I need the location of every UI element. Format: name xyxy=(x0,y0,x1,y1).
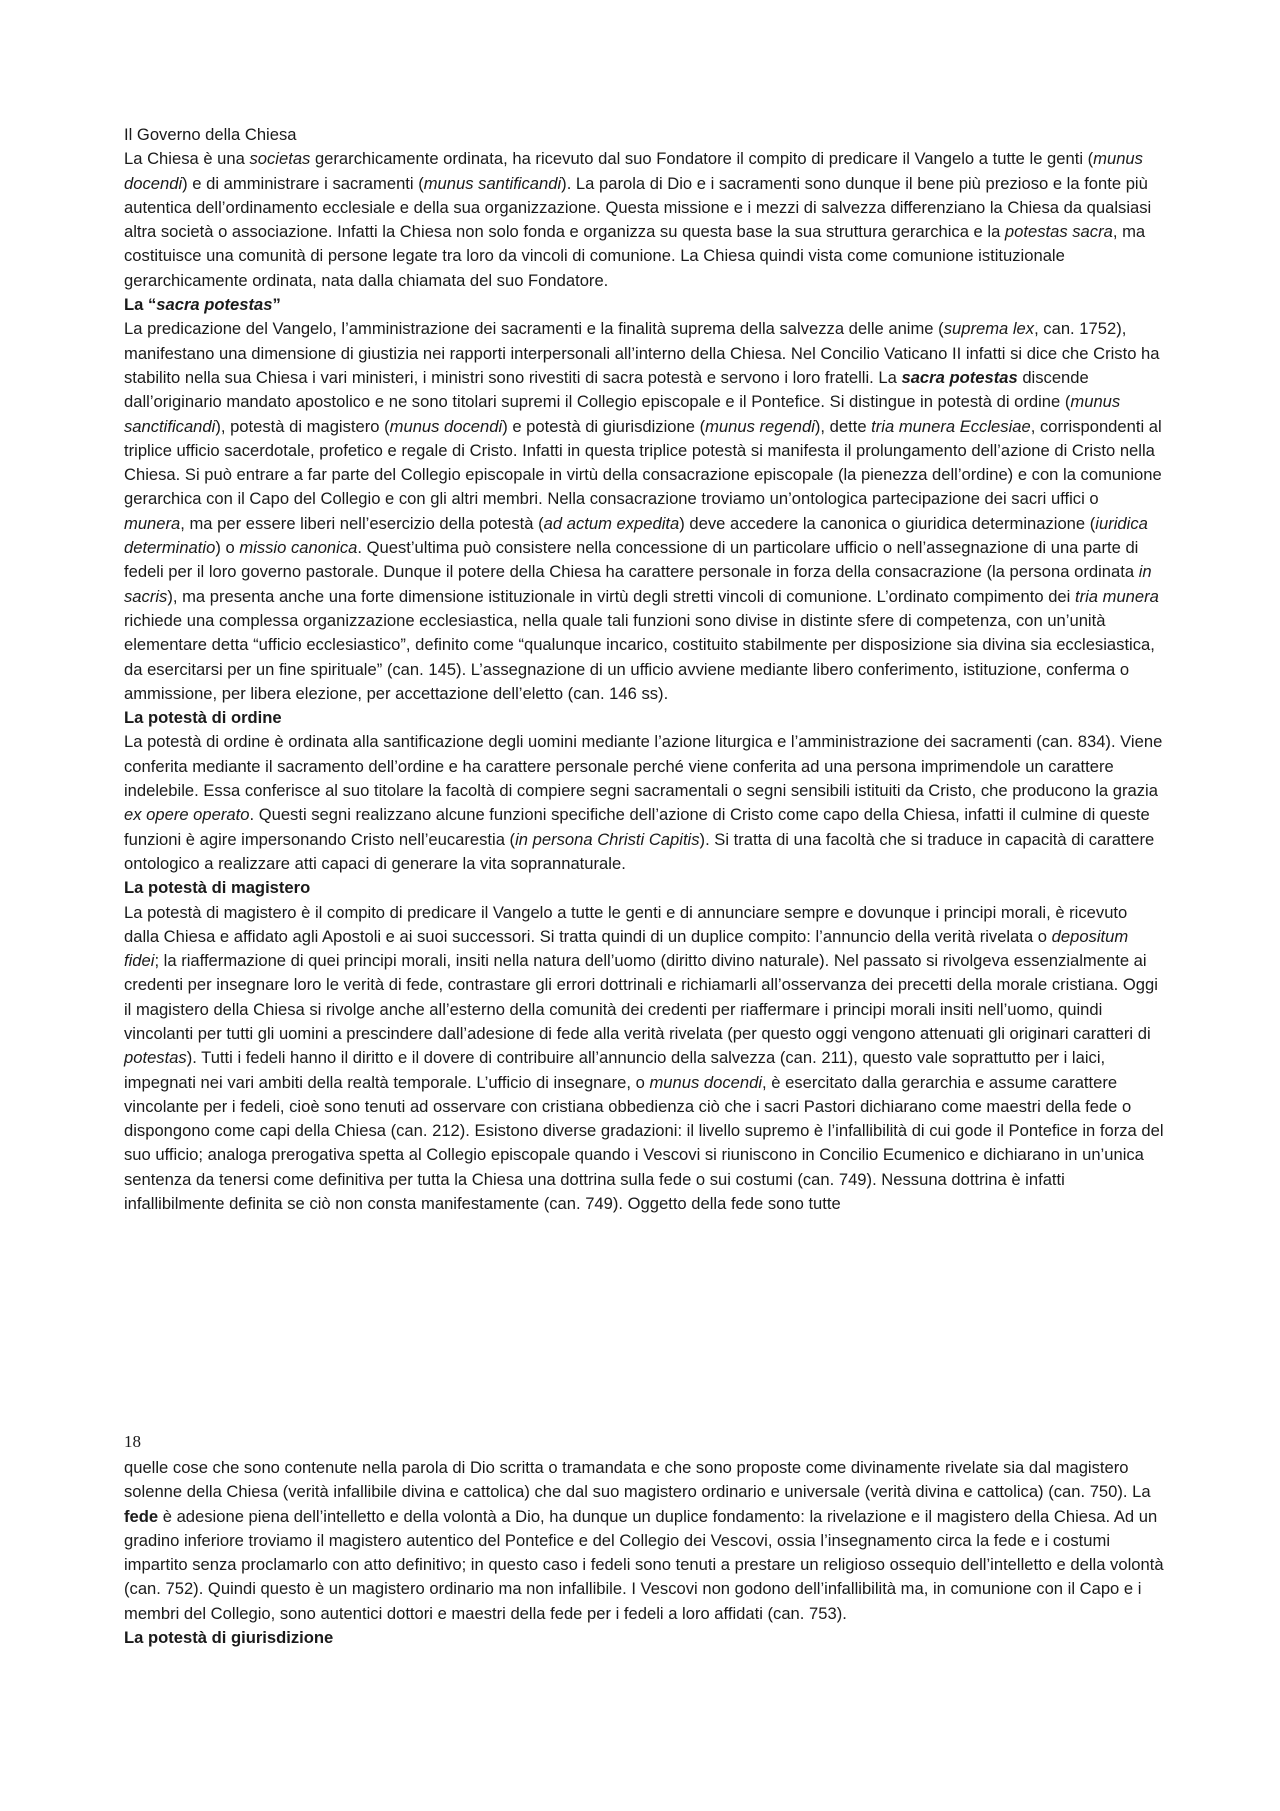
paragraph-magistero-continued: quelle cose che sono contenute nella parola di Dio scritta o tramandata e che sono proposte come divinamente rivelate sia dal magistero solenne della Chiesa (verità infallibile divina e cattolica) che dal suo magistero ordinario e universale (verità divina e cattolica) (can. 750). La fede è adesione piena dell’intelletto e della volontà a Dio, ha dunque un duplice fondamento: la rivelazione e il magistero della Chiesa. Ad un gradino inferiore troviamo il magistero autentico del Pontefice e del Collegio dei Vescovi, ossia l’insegnamento circa la fede e i costumi impartito senza proclamarlo con atto definitivo; in questo caso i fedeli sono tenuti a prestare un religioso ossequio dell’intelletto e della volontà (can. 752). Quindi questo è un magistero ordinario ma non infallibile. I Vescovi non godono dell’infallibilità ma, in comunione con il Capo e i membri del Collegio, sono autentici dottori e maestri della fede per i fedeli a loro affidati (can. 753). xyxy=(124,1458,1164,1623)
emphasis-run: sacra potestas xyxy=(156,295,273,315)
emphasis-run: societas xyxy=(249,149,311,169)
document-title: Il Governo della Chiesa xyxy=(124,125,297,144)
paragraph-potesta-magistero: La potestà di magistero è il compito di predicare il Vangelo a tutte le genti e di annunciare sempre e dovunque i principi morali, è ricevuto dalla Chiesa e affidato agli Apostoli e ai suoi successori. Si tratta quindi di un duplice compito: l’annuncio della verità rivelata o depositum fidei; la riaffermazione di quei principi morali, insiti nella natura dell’uomo (diritto divino naturale). Nel passato si rivolgeva essenzialmente ai credenti per insegnare loro le verità di fede, contrastare gli errori dottrinali e richiamarli all’osservanza dei precetti della morale cristiana. Oggi il magistero della Chiesa si rivolge anche all’esterno della comunità dei credenti per riaffermare i principi morali insiti nell’uomo, quindi vincolanti per tutti gli uomini a prescindere dall’adesione di fede alla verità rivelata (per questo oggi vengono attenuati gli originari caratteri di potestas). Tutti i fedeli hanno il diritto e il dovere di contribuire all’annuncio della salvezza (can. 211), questo vale soprattutto per i laici, impegnati nei vari ambiti della realtà temporale. L’ufficio di insegnare, o munus docendi, è esercitato dalla gerarchia e assume carattere vincolante per i fedeli, cioè sono tenuti ad osservare con cristiana obbedienza ciò che i sacri Pastori dichiarano come maestri della fede o dispongono come capi della Chiesa (can. 212). Esistono diverse gradazioni: il livello supremo è l’infallibilità di cui gode il Pontefice in forza del suo ufficio; analoga prerogativa spetta al Collegio episcopale quando i Vescovi si riuniscono in Concilio Ecumenico e dichiarano in un’unica sentenza da tenersi come definitiva per tutta la Chiesa una dottrina sulla fede o sui costumi (can. 749). Nessuna dottrina è infatti infallibilmente definita se ciò non consta manifestamente (can. 749). Oggetto della fede sono tutte xyxy=(124,902,1164,1214)
document-page xyxy=(124,123,1164,1216)
heading-potesta-giurisdizione: La potestà di giurisdizione xyxy=(124,1628,334,1648)
emphasis-run: in sacris xyxy=(124,562,1152,606)
emphasis-run: munus docendi xyxy=(389,416,503,436)
emphasis-run: in persona Christi Capitis xyxy=(515,829,700,849)
heading-potesta-magistero: La potestà di magistero xyxy=(124,878,311,898)
emphasis-run: suprema lex xyxy=(943,319,1035,339)
heading-sacra-potestas: La “sacra potestas” xyxy=(124,295,281,315)
heading-potesta-ordine: La potestà di ordine xyxy=(124,708,282,728)
emphasis-run: munus santificandi xyxy=(423,173,562,193)
paragraph-intro: La Chiesa è una societas gerarchicamente ordinata, ha ricevuto dal suo Fondatore il compito di predicare il Vangelo a tutte le genti (munus docendi) e di amministrare i sacramenti (munus santificandi). La parola di Dio e i sacramenti sono dunque il bene più prezioso e la fonte più autentica dell’ordinamento ecclesiale e della sua organizzazione. Questa missione e i mezzi di salvezza differenziano la Chiesa da qualsiasi altra società o associazione. Infatti la Chiesa non solo fonda e organizza su questa base la sua struttura gerarchica e la potestas sacra, ma costituisce una comunità di persone legate tra loro da vincoli di comunione. La Chiesa quindi vista come comunione istituzionale gerarchicamente ordinata, nata dalla chiamata del suo Fondatore. xyxy=(124,149,1152,290)
emphasis-run: sacra potestas xyxy=(901,367,1018,387)
emphasis-run: missio canonica xyxy=(239,538,358,558)
document-page-continued xyxy=(124,1456,1164,1650)
emphasis-run: potestas xyxy=(124,1048,187,1068)
emphasis-run: potestas sacra xyxy=(1004,222,1113,242)
emphasis-run: ex opere operato xyxy=(124,805,250,825)
emphasis-run: tria munera Ecclesiae xyxy=(871,416,1031,436)
page-number: 18 xyxy=(124,1432,141,1451)
emphasis-run: munus docendi xyxy=(124,149,1143,193)
emphasis-run: munus sanctificandi xyxy=(124,392,1121,436)
paragraph-potesta-ordine: La potestà di ordine è ordinata alla santificazione degli uomini mediante l’azione liturgica e l’amministrazione dei sacramenti (can. 834). Viene conferita mediante il sacramento dell’ordine e ha carattere personale perché viene conferita ad una persona imprimendole un carattere indelebile. Essa conferisce al suo titolare la facoltà di compiere segni sacramentali o segni sensibili istituiti da Cristo, che producono la grazia ex opere operato. Questi segni realizzano alcune funzioni specifiche dell’azione di Cristo come capo della Chiesa, infatti il culmine di queste funzioni è agire impersonando Cristo nell’eucarestia (in persona Christi Capitis). Si tratta di una facoltà che si traduce in capacità di carattere ontologico a realizzare atti capaci di generare la vita soprannaturale. xyxy=(124,732,1163,873)
emphasis-run: fede xyxy=(124,1506,159,1526)
emphasis-run: munus regendi xyxy=(705,416,815,436)
emphasis-run: depositum fidei xyxy=(124,926,1129,971)
emphasis-run: ad actum expedita xyxy=(543,513,680,533)
emphasis-run: tria munera xyxy=(1074,586,1159,606)
emphasis-run: iuridica determinatio xyxy=(124,513,1148,558)
emphasis-run: munus docendi xyxy=(649,1072,763,1092)
paragraph-sacra-potestas: La predicazione del Vangelo, l’amministrazione dei sacramenti e la finalità suprema della salvezza delle anime (suprema lex, can. 1752), manifestano una dimensione di giustizia nei rapporti interpersonali all’interno della Chiesa. Nel Concilio Vaticano II infatti si dice che Cristo ha stabilito nella sua Chiesa i vari ministeri, i ministri sono rivestiti di sacra potestà e servono i loro fratelli. La sacra potestas discende dall’originario mandato apostolico e ne sono titolari supremi il Collegio episcopale e il Pontefice. Si distingue in potestà di ordine (munus sanctificandi), potestà di magistero (munus docendi) e potestà di giurisdizione (munus regendi), dette tria munera Ecclesiae, corrispondenti al triplice ufficio sacerdotale, profetico e regale di Cristo. Infatti in questa triplice potestà si manifesta il prolungamento dell’azione di Cristo nella Chiesa. Si può entrare a far parte del Collegio episcopale in virtù della consacrazione episcopale (la pienezza dell’ordine) e con la comunione gerarchica con il Capo del Collegio e con gli altri membri. Nella consacrazione troviamo un’ontologica partecipazione dei sacri uffici o munera, ma per essere liberi nell’esercizio della potestà (ad actum expedita) deve accedere la canonica o giuridica determinazione (iuridica determinatio) o missio canonica. Quest’ultima può consistere nella concessione di un particolare ufficio o nell’assegnazione di una parte di fedeli per il loro governo pastorale. Dunque il potere della Chiesa ha carattere personale in forza della consacrazione (la persona ordinata in sacris), ma presenta anche una forte dimensione istituzionale in virtù degli stretti vincoli di comunione. L’ordinato compimento dei tria munera richiede una complessa organizzazione ecclesiastica, nella quale tali funzioni sono divise in distinte sfere di competenza, con un’unità elementare detta “ufficio ecclesiastico”, definito come “qualunque incarico, costituito stabilmente per disposizione sia divina sia ecclesiastica, da esercitarsi per un fine spirituale” (can. 145). L’assegnazione di un ufficio avviene mediante libero conferimento, istituzione, conferma o ammissione, per libera elezione, per accettazione dell’eletto (can. 146 ss). xyxy=(124,319,1162,703)
emphasis-run: munera xyxy=(124,513,181,533)
